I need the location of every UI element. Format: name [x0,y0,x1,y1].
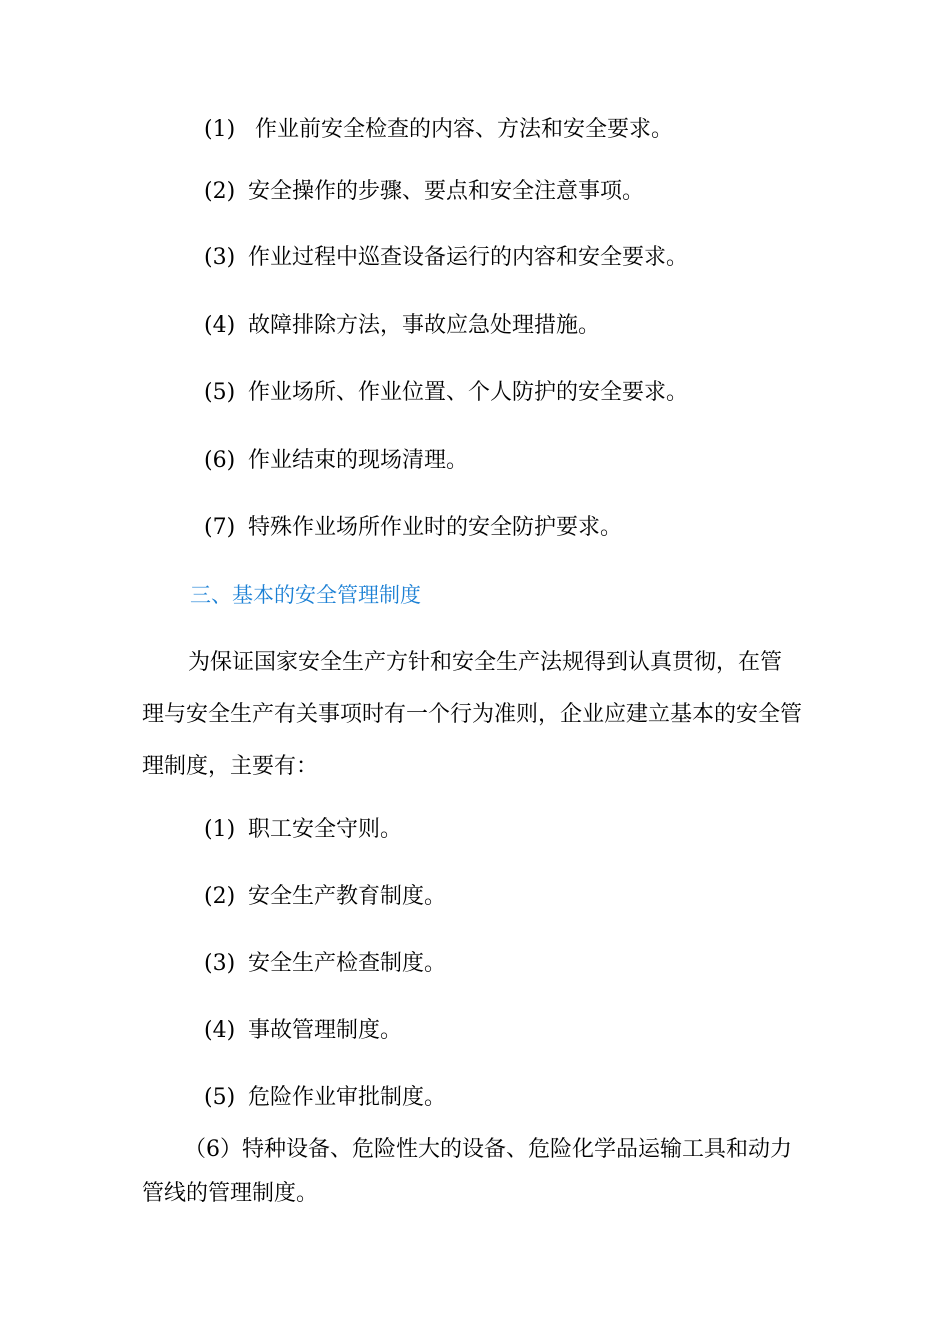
list-item-text: 安全生产检查制度。 [248,951,447,976]
list-item-number: (1) [204,817,236,842]
list-item-number: (7) [204,515,236,540]
list-item [204,177,644,207]
list-item-text: 故障排除方法，事故应急处理措施。 [248,313,601,338]
list-item-text: 危险作业审批制度。 [248,1085,447,1110]
list-item-text: 作业结束的现场清理。 [248,448,469,473]
list-item-text: 作业场所、作业位置、个人防护的安全要求。 [248,380,689,405]
list-item [204,513,622,543]
list-item-text: 安全生产教育制度。 [248,884,447,909]
list-item-number: (2) [204,179,236,204]
intro-paragraph: 为保证国家安全生产方针和安全生产法规得到认真贯彻，在管理与安全生产有关事项时有一个行为准则，企业应建立基本的安全管理制度，主要有： [142,650,803,779]
list-item-number: (5) [204,1085,236,1110]
list-item-text: 事故管理制度。 [248,1018,403,1043]
list-item [204,1016,402,1046]
list-item [204,815,402,845]
list-item-number: (3) [204,951,236,976]
list-item-number: (4) [204,1018,236,1043]
list-item-number: (4) [204,313,236,338]
list-item-text: 作业前安全检查的内容、方法和安全要求。 [248,117,673,142]
list-item [204,243,688,273]
list-item-wrapped: （6）特种设备、危险性大的设备、危险化学品运输工具和动力管线的管理制度。 [142,1137,792,1206]
list-item [204,378,688,408]
list-item-text: 作业过程中巡查设备运行的内容和安全要求。 [248,245,689,270]
list-item [204,949,446,979]
list-item-number: (3) [204,245,236,270]
list-item [204,311,600,341]
list-item-text: 安全操作的步骤、要点和安全注意事项。 [248,179,645,204]
list-item-number: (1) [204,117,236,142]
list-item-number: (2) [204,884,236,909]
list-item-text: 特殊作业场所作业时的安全防护要求。 [248,515,623,540]
list-item [204,115,673,145]
list-item [204,882,446,912]
list-item [204,446,468,476]
section-heading: 三、基本的安全管理制度 [190,583,421,607]
list-item-number: (6) [204,448,236,473]
list-item [204,1083,446,1113]
list-item-number: (5) [204,380,236,405]
list-item-text: 职工安全守则。 [248,817,403,842]
